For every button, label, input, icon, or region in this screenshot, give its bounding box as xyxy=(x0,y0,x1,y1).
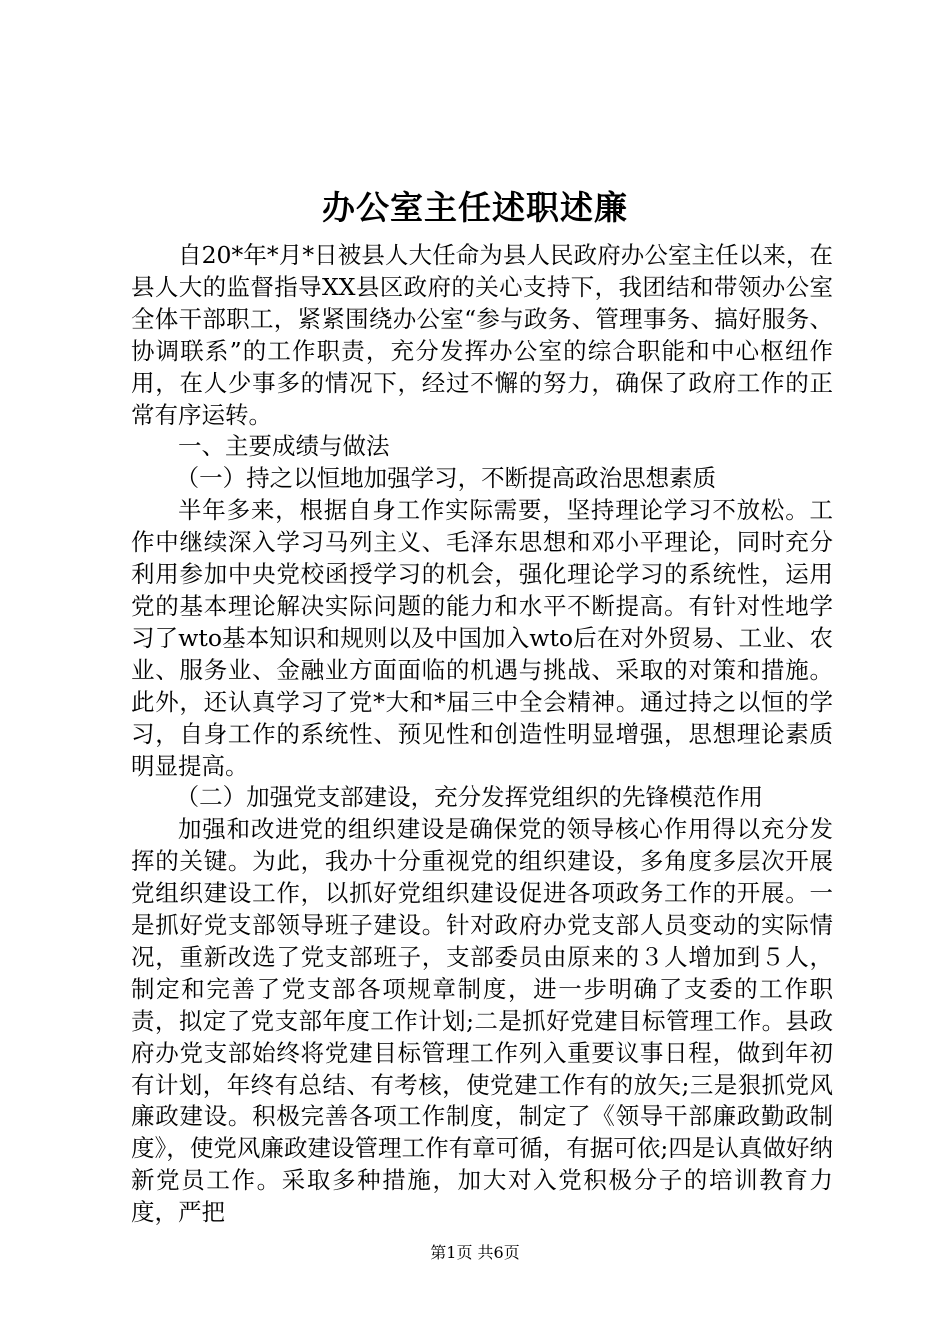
paragraph-party-building: 加强和改进党的组织建设是确保党的领导核心作用得以充分发挥的关键。为此，我办十分重视党的组织建设，多角度多层次开展党组织建设工作，以抓好党组织建设促进各项政务工作的开展。一是抓好党支部领导班子建设。针对政府办党支部人员变动的实际情况，重新改选了党支部班子，支部委员由原来的３人增加到５人，制定和完善了党支部各项规章制度，进一步明确了支委的工作职责，拟定了党支部年度工作计划;二是抓好党建目标管理工作。县政府办党支部始终将党建目标管理工作列入重要议事日程，做到年初有计划，年终有总结、有考核，使党建工作有的放矢;三是狠抓党风廉政建设。积极完善各项工作制度，制定了《领导干部廉政勤政制度》，使党风廉政建设管理工作有章可循，有据可依;四是认真做好纳新党员工作。采取多种措施，加大对入党积极分子的培训教育力度，严把 xyxy=(131,815,833,1227)
document-title: 办公室主任述职述廉 xyxy=(322,188,628,227)
subsection-heading-2: （二）加强党支部建设，充分发挥党组织的先锋模范作用 xyxy=(175,783,764,812)
page-footer: 第1页 共6页 xyxy=(430,1243,520,1262)
section-heading: 一、主要成绩与做法 xyxy=(178,432,390,461)
paragraph-study: 半年多来，根据自身工作实际需要，坚持理论学习不放松。工作中继续深入学习马列主义、毛泽东思想和邓小平理论，同时充分利用参加中央党校函授学习的机会，强化理论学习的系统性，运用党的基本理论解决实际问题的能力和水平不断提高。有针对性地学习了wto基本知识和规则以及中国加入wto后在对外贸易、工业、农业、服务业、金融业方面面临的机遇与挑战、采取的对策和措施。此外，还认真学习了党*大和*届三中全会精神。通过持之以恒的学习，自身工作的系统性、预见性和创造性明显增强，思想理论素质明显提高。 xyxy=(131,496,833,780)
document-body xyxy=(131,240,833,1229)
paragraph-intro: 自20*年*月*日被县人大任命为县人民政府办公室主任以来，在县人大的监督指导XX县区政府的关心支持下，我团结和带领办公室全体干部职工，紧紧围绕办公室“参与政务、管理事务、搞好服务、协调联系”的工作职责，充分发挥办公室的综合职能和中心枢纽作用，在人少事多的情况下，经过不懈的努力，确保了政府工作的正常有序运转。 xyxy=(131,241,833,429)
subsection-heading-1: （一）持之以恒地加强学习，不断提高政治思想素质 xyxy=(175,464,717,493)
